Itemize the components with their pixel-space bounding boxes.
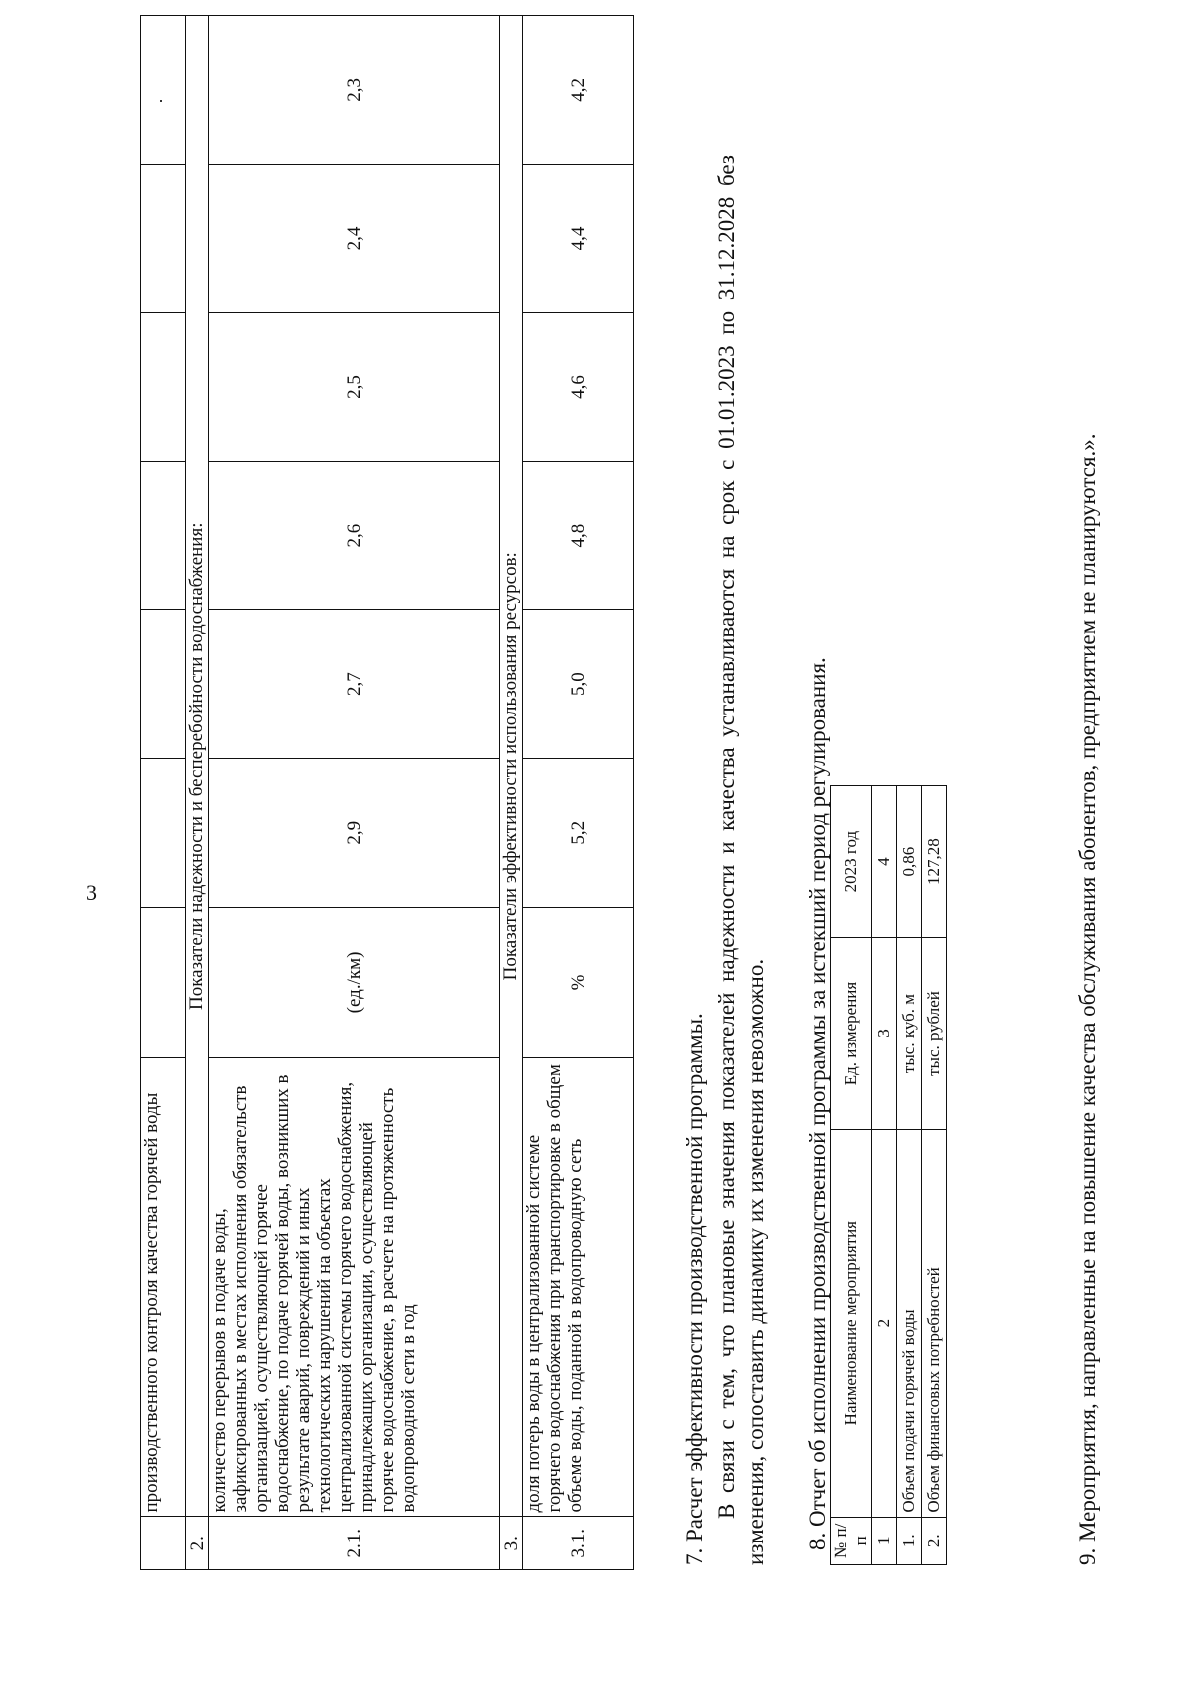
row-num: 2. (922, 1517, 947, 1564)
colnum-cell: 2 (872, 1129, 897, 1517)
section-title: Показатели эффективности использования ресурсов: (500, 16, 523, 1518)
row-unit: тыс. рублей (922, 938, 947, 1130)
row-value: 127,28 (922, 786, 947, 938)
value-cell: 2,4 (209, 164, 500, 313)
section-7-body: В связи с тем, что плановые значения показателей надежности и качества устанавливаются на срок с 01.01.2023 по 31.12.2028 без изменения, сопоставить динамику их изменения невозможно. (714, 155, 768, 1565)
row-name: доля потерь воды в централизованной системе горячего водоснабжения при транспортировке в общем объеме воды, поданной в водопроводную сеть (523, 1058, 634, 1517)
top-row-name: производственного контроля качества горячей воды (141, 1058, 186, 1517)
header-cell: Наименование мероприятия (831, 1129, 872, 1517)
row-value: 0,86 (897, 786, 922, 938)
section-num: 3. (500, 1517, 523, 1570)
section-8-title: 8. Отчет об исполнении производственной программы за истекший период регулирования. (805, 657, 830, 1550)
section-row-2 (186, 16, 209, 1570)
table-row (922, 786, 947, 1565)
report-table (830, 785, 947, 1565)
table-row-2-1 (209, 16, 500, 1570)
row-name: Объем финансовых потребностей (922, 1129, 947, 1517)
colnum-cell: 3 (872, 938, 897, 1130)
section-row-3 (500, 16, 523, 1570)
section-9-text: 9. Мероприятия, направленные на повышение качества обслуживания абонентов, предприятием не планируются.». (1075, 433, 1100, 1565)
page-number: 3 (86, 880, 97, 905)
report-colnum-row (872, 786, 897, 1565)
table-cell-empty (141, 610, 186, 759)
row-num: 1. (897, 1517, 922, 1564)
indicators-table (140, 15, 634, 1570)
row-name: количество перерывов в подаче воды, зафиксированных в местах исполнения обязательств организацией, осуществляющей горячее водоснабжение, по подаче горячей воды, возникших в результате аварий, повреждений и иных технологических нарушений на объектах централизованной системы горячего водоснабжения, принадлежащих организации, осуществляющей горячее водоснабжение, в расчете на протяженность водопроводной сети в год (209, 1058, 500, 1517)
table-row-3-1 (523, 16, 634, 1570)
table-cell-empty (141, 164, 186, 313)
header-cell: Ед. измерения (831, 938, 872, 1130)
table-cell-empty (141, 907, 186, 1058)
section-num: 2. (186, 1517, 209, 1570)
value-cell: 4,8 (523, 461, 634, 610)
colnum-cell: 4 (872, 786, 897, 938)
value-cell: 2,6 (209, 461, 500, 610)
value-cell: 4,4 (523, 164, 634, 313)
row-unit: % (523, 907, 634, 1058)
value-cell: 2,7 (209, 610, 500, 759)
value-cell: 2,5 (209, 313, 500, 462)
table-cell-empty (141, 758, 186, 907)
section-7-title: 7. Расчет эффективности производственной программы. (682, 1013, 707, 1565)
value-cell: 4,2 (523, 16, 634, 165)
row-name: Объем подачи горячей воды (897, 1129, 922, 1517)
table-cell-empty (141, 1517, 186, 1570)
row-num: 2.1. (209, 1517, 500, 1570)
value-cell: 2,9 (209, 758, 500, 907)
value-cell: 5,0 (523, 610, 634, 759)
report-header-row (831, 786, 872, 1565)
table-row-top (141, 16, 186, 1570)
row-unit: (ед./км) (209, 907, 500, 1058)
section-title: Показатели надежности и бесперебойности водоснабжения: (186, 16, 209, 1518)
row-unit: тыс. куб. м (897, 938, 922, 1130)
table-cell-empty (141, 313, 186, 462)
row-num: 3.1. (523, 1517, 634, 1570)
header-cell: № п/п (831, 1517, 872, 1564)
value-cell: 2,3 (209, 16, 500, 165)
header-cell: 2023 год (831, 786, 872, 938)
value-cell: 4,6 (523, 313, 634, 462)
colnum-cell: 1 (872, 1517, 897, 1564)
table-cell-empty (141, 16, 186, 165)
table-cell-empty (141, 461, 186, 610)
value-cell: 5,2 (523, 758, 634, 907)
table-row (897, 786, 922, 1565)
